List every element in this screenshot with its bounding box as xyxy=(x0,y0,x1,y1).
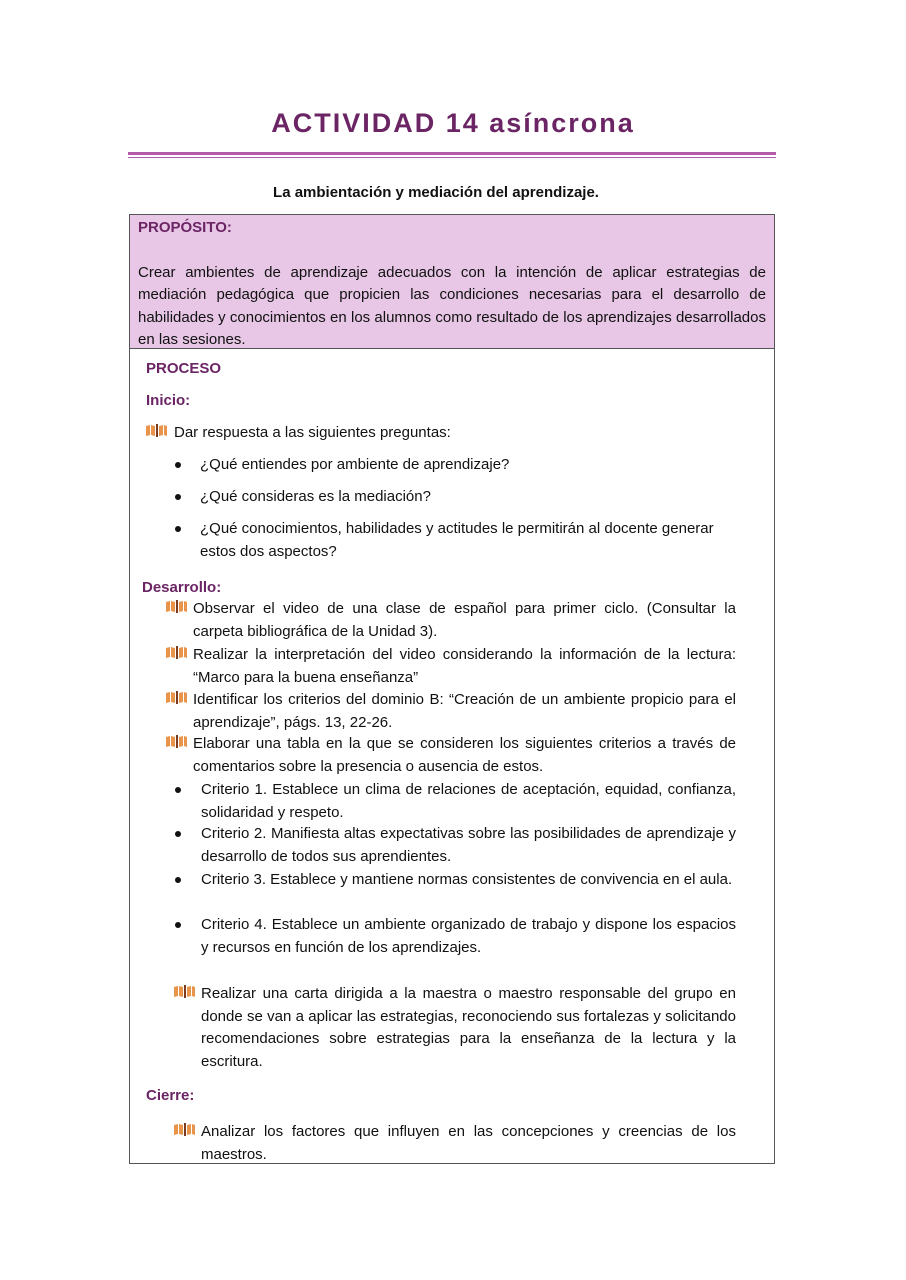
bullet-dot xyxy=(175,787,181,793)
bullet-dot xyxy=(175,922,181,928)
desarrollo-item: Elaborar una tabla en la que se consideren los siguientes criterios a través de comentarios sobre la presencia o ausencia de estos. xyxy=(193,735,736,775)
inicio-intro: Dar respuesta a las siguientes preguntas: xyxy=(174,424,451,441)
question-item: ¿Qué consideras es la mediación? xyxy=(200,488,431,505)
cierre-item: Analizar los factores que influyen en las concepciones y creencias de los maestros. xyxy=(201,1123,736,1163)
desarrollo-item: Identificar los criterios del dominio B: “Creación de un ambiente propicio para el aprendizaje”, págs. 13, 22-26. xyxy=(193,691,736,731)
bullet-dot xyxy=(175,877,181,883)
book-bullet-icon xyxy=(165,646,188,660)
proposito-section xyxy=(130,215,774,349)
book-bullet-icon xyxy=(173,1123,196,1137)
book-bullet-icon xyxy=(165,735,188,749)
bullet-dot xyxy=(175,526,181,532)
title-rule-thin xyxy=(128,157,776,158)
question-item: ¿Qué conocimientos, habilidades y actitudes le permitirán al docente generar estos dos aspectos? xyxy=(200,520,714,560)
proposito-heading: PROPÓSITO: xyxy=(138,219,232,236)
proposito-text: Crear ambientes de aprendizaje adecuados con la intención de aplicar estrategias de mediación pedagógica que propicien las condiciones necesarias para el desarrollo de habilidades y conocimientos en los alumnos como resultado de los aprendizajes desarrollados en las sesiones. xyxy=(138,263,766,348)
book-bullet-icon xyxy=(173,985,196,999)
desarrollo-heading: Desarrollo: xyxy=(142,579,222,596)
page-subtitle: La ambientación y mediación del aprendizaje. xyxy=(273,184,599,201)
book-bullet-icon xyxy=(165,691,188,705)
proceso-heading: PROCESO xyxy=(146,360,222,377)
page-title: ACTIVIDAD 14 asíncrona xyxy=(271,108,635,138)
criterio-item: Criterio 1. Establece un clima de relaciones de aceptación, equidad, confianza, solidaridad y respeto. xyxy=(201,781,736,821)
inicio-heading: Inicio: xyxy=(146,392,191,409)
question-item: ¿Qué entiendes por ambiente de aprendizaje? xyxy=(200,456,510,473)
book-bullet-icon xyxy=(145,424,168,438)
cierre-heading: Cierre: xyxy=(146,1087,195,1104)
bullet-dot xyxy=(175,494,181,500)
book-bullet-icon xyxy=(165,600,188,614)
criterio-item: Criterio 2. Manifiesta altas expectativas sobre las posibilidades de aprendizaje y desarrollo de todos sus aprendientes. xyxy=(201,825,736,865)
title-rule-thick xyxy=(128,152,776,155)
desarrollo-item: Observar el video de una clase de español para primer ciclo. (Consultar la carpeta bibliográfica de la Unidad 3). xyxy=(193,600,736,640)
activity-table xyxy=(129,214,775,1164)
criterio-item: Criterio 4. Establece un ambiente organizado de trabajo y dispone los espacios y recursos en función de los aprendizajes. xyxy=(201,916,736,956)
criterio-item: Criterio 3. Establece y mantiene normas consistentes de convivencia en el aula. xyxy=(201,871,733,888)
bullet-dot xyxy=(175,462,181,468)
desarrollo-item: Realizar la interpretación del video considerando la información de la lectura: “Marco para la buena enseñanza” xyxy=(193,646,736,686)
carta-item: Realizar una carta dirigida a la maestra o maestro responsable del grupo en donde se van a aplicar las estrategias, reconociendo sus fortalezas y solicitando recomendaciones sobre estrategias para la enseñanza de la lectura y la escritura. xyxy=(201,985,736,1070)
bullet-dot xyxy=(175,831,181,837)
